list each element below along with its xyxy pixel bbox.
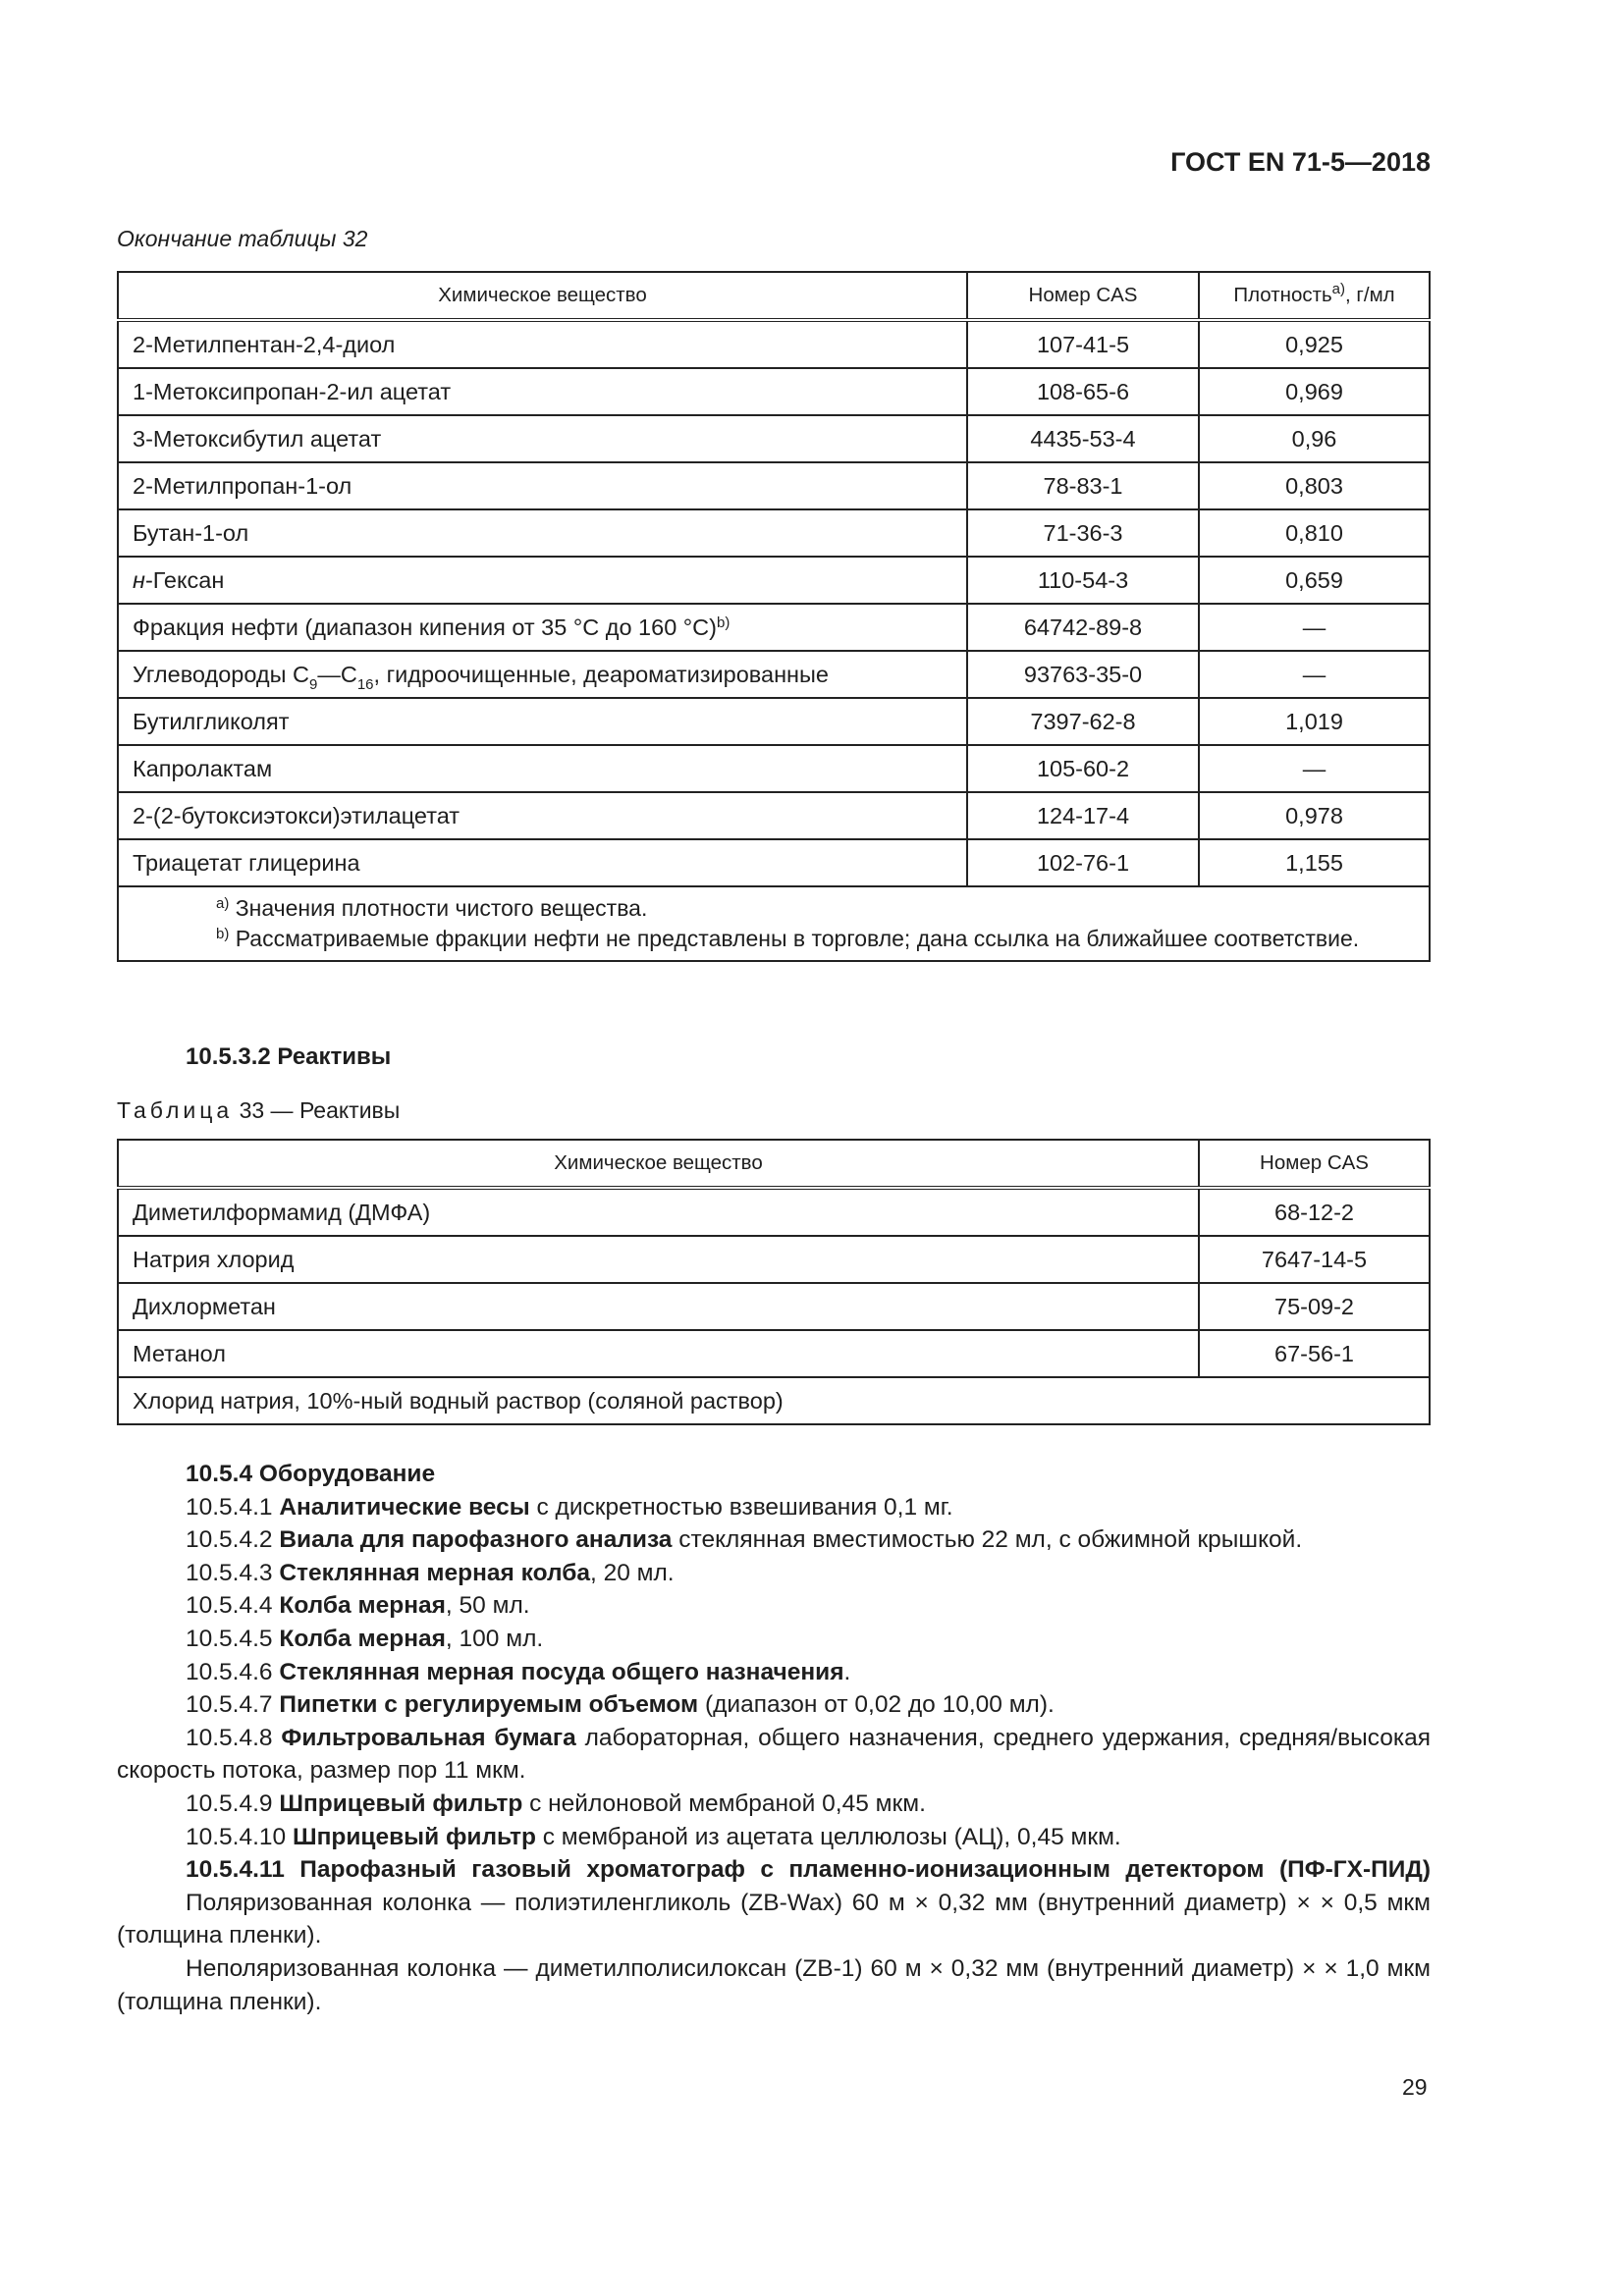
cas-cell: 105-60-2 bbox=[967, 745, 1199, 792]
table-row bbox=[118, 698, 1430, 745]
cas-cell: 78-83-1 bbox=[967, 462, 1199, 509]
page-number: 29 bbox=[1402, 2074, 1428, 2100]
table-33-caption: Таблица 33 — Реактивы bbox=[117, 1097, 401, 1123]
cas-cell: 68-12-2 bbox=[1199, 1188, 1430, 1236]
substance-cell: 2-Метилпентан-2,4-диол bbox=[118, 320, 967, 368]
density-cell: 0,978 bbox=[1199, 792, 1430, 839]
table-row bbox=[118, 1377, 1430, 1424]
substance-cell: Бутилгликолят bbox=[118, 698, 967, 745]
table-row bbox=[118, 1236, 1430, 1283]
cas-cell: 93763-35-0 bbox=[967, 651, 1199, 698]
density-cell: — bbox=[1199, 604, 1430, 651]
table-row bbox=[118, 1283, 1430, 1330]
cas-cell: 75-09-2 bbox=[1199, 1283, 1430, 1330]
footnote-a: $^{a)}$ Значения плотности чистого вещества. bbox=[216, 895, 648, 921]
density-cell: 0,810 bbox=[1199, 509, 1430, 557]
density-cell: — bbox=[1199, 651, 1430, 698]
table-33 bbox=[117, 1139, 1431, 1425]
equipment-item: 10.5.4.8 Фильтровальная бумага лабораторная, общего назначения, среднего удержания, средняя/высокая скорость потока, размер пор 11 мкм. bbox=[117, 1724, 1431, 1785]
density-cell: 0,659 bbox=[1199, 557, 1430, 604]
col-header-cas: Номер CAS bbox=[967, 272, 1199, 320]
substance-cell: Фракция нефти (диапазон кипения от 35 °С до 160 °С)$^{b)}$ bbox=[118, 604, 967, 651]
table-row bbox=[118, 368, 1430, 415]
equipment-item: 10.5.4.4 Колба мерная, 50 мл. bbox=[186, 1592, 530, 1620]
table-row bbox=[118, 1188, 1430, 1236]
footnotes-row bbox=[118, 886, 1430, 961]
table-row bbox=[118, 604, 1430, 651]
cas-cell: 64742-89-8 bbox=[967, 604, 1199, 651]
table-row bbox=[118, 462, 1430, 509]
cas-cell: 108-65-6 bbox=[967, 368, 1199, 415]
table-row bbox=[118, 651, 1430, 698]
substance-cell: Дихлорметан bbox=[118, 1283, 1199, 1330]
table-row bbox=[118, 415, 1430, 462]
equipment-item: 10.5.4.9 Шприцевый фильтр с нейлоновой мембраной 0,45 мкм. bbox=[186, 1789, 926, 1817]
substance-cell: Углеводороды $C_9—C_{16}$, гидроочищенные, деароматизированные bbox=[118, 651, 967, 698]
table-header-row bbox=[118, 272, 1430, 320]
cas-cell: 102-76-1 bbox=[967, 839, 1199, 886]
substance-cell: Метанол bbox=[118, 1330, 1199, 1377]
substance-cell: 3-Метоксибутил ацетат bbox=[118, 415, 967, 462]
equipment-section bbox=[117, 1458, 1431, 2018]
polar-column-text: Поляризованная колонка — полиэтиленгликоль (ZB-Wax) 60 м × 0,32 мм (внутренний диаметр) × × 0,5 мкм (толщина пленки). bbox=[117, 1889, 1431, 1949]
cas-cell: 124-17-4 bbox=[967, 792, 1199, 839]
substance-cell: Диметилформамид (ДМФА) bbox=[118, 1188, 1199, 1236]
substance-cell: 1-Метоксипропан-2-ил ацетат bbox=[118, 368, 967, 415]
section-heading-1054: 10.5.4 Оборудование bbox=[186, 1461, 436, 1487]
density-cell: 0,925 bbox=[1199, 320, 1430, 368]
equipment-item-11: 10.5.4.11 Парофазный газовый хроматограф с пламенно-ионизационным детектором (ПФ-ГХ-ПИД) bbox=[186, 1856, 1431, 1884]
cas-cell: 7397-62-8 bbox=[967, 698, 1199, 745]
equipment-item: 10.5.4.2 Виала для парофазного анализа стеклянная вместимостью 22 мл, с обжимной крышкой. bbox=[186, 1526, 1303, 1554]
equipment-item: 10.5.4.10 Шприцевый фильтр с мембраной из ацетата целлюлозы (АЦ), 0,45 мкм. bbox=[186, 1823, 1121, 1850]
standard-designation: ГОСТ EN 71-5—2018 bbox=[1170, 147, 1431, 177]
table-continuation-label: Окончание таблицы 32 bbox=[117, 226, 368, 251]
cas-cell: 71-36-3 bbox=[967, 509, 1199, 557]
substance-cell: Бутан-1-ол bbox=[118, 509, 967, 557]
col-header-substance: Химическое вещество bbox=[118, 272, 967, 320]
cas-cell: 110-54-3 bbox=[967, 557, 1199, 604]
equipment-item: 10.5.4.5 Колба мерная, 100 мл. bbox=[186, 1625, 544, 1652]
table-row bbox=[118, 509, 1430, 557]
cas-cell: 7647-14-5 bbox=[1199, 1236, 1430, 1283]
cas-cell: 67-56-1 bbox=[1199, 1330, 1430, 1377]
table-row bbox=[118, 1330, 1430, 1377]
density-cell: 0,803 bbox=[1199, 462, 1430, 509]
section-heading-10532: 10.5.3.2 Реактивы bbox=[186, 1043, 392, 1070]
substance-cell: 2-Метилпропан-1-ол bbox=[118, 462, 967, 509]
substance-cell: Триацетат глицерина bbox=[118, 839, 967, 886]
table-row bbox=[118, 839, 1430, 886]
col-header-substance: Химическое вещество bbox=[118, 1140, 1199, 1188]
table-row bbox=[118, 792, 1430, 839]
full-width-cell: Хлорид натрия, 10%-ный водный раствор (соляной раствор) bbox=[118, 1377, 1430, 1424]
footnote-b: $^{b)}$ Рассматриваемые фракции нефти не представлены в торговле; дана ссылка на ближайшее соответствие. bbox=[216, 926, 1360, 951]
table-row bbox=[118, 557, 1430, 604]
density-cell: — bbox=[1199, 745, 1430, 792]
col-header-cas: Номер CAS bbox=[1199, 1140, 1430, 1188]
density-cell: 0,969 bbox=[1199, 368, 1430, 415]
equipment-item: 10.5.4.7 Пипетки с регулируемым объемом (диапазон от 0,02 до 10,00 мл). bbox=[186, 1691, 1055, 1719]
cas-cell: 107-41-5 bbox=[967, 320, 1199, 368]
table-32 bbox=[117, 271, 1431, 962]
cas-cell: 4435-53-4 bbox=[967, 415, 1199, 462]
equipment-item: 10.5.4.1 Аналитические весы с дискретностью взвешивания 0,1 мг. bbox=[186, 1493, 953, 1521]
density-cell: 1,019 bbox=[1199, 698, 1430, 745]
substance-cell: Капролактам bbox=[118, 745, 967, 792]
table-row bbox=[118, 745, 1430, 792]
table-header-row bbox=[118, 1140, 1430, 1188]
substance-cell: Натрия хлорид bbox=[118, 1236, 1199, 1283]
equipment-item: 10.5.4.3 Стеклянная мерная колба, 20 мл. bbox=[186, 1559, 675, 1586]
table-row bbox=[118, 320, 1430, 368]
density-cell: 1,155 bbox=[1199, 839, 1430, 886]
nonpolar-column-text: Неполяризованная колонка — диметилполисилоксан (ZB-1) 60 м × 0,32 мм (внутренний диаметр) × × 1,0 мкм (толщина пленки). bbox=[117, 1954, 1431, 2015]
density-cell: 0,96 bbox=[1199, 415, 1430, 462]
equipment-item: 10.5.4.6 Стеклянная мерная посуда общего назначения. bbox=[186, 1658, 851, 1685]
substance-cell: н-Гексан bbox=[118, 557, 967, 604]
substance-cell: 2-(2-бутоксиэтокси)этилацетат bbox=[118, 792, 967, 839]
col-header-density: Плотность$^{a)}$, г/мл bbox=[1199, 272, 1430, 320]
